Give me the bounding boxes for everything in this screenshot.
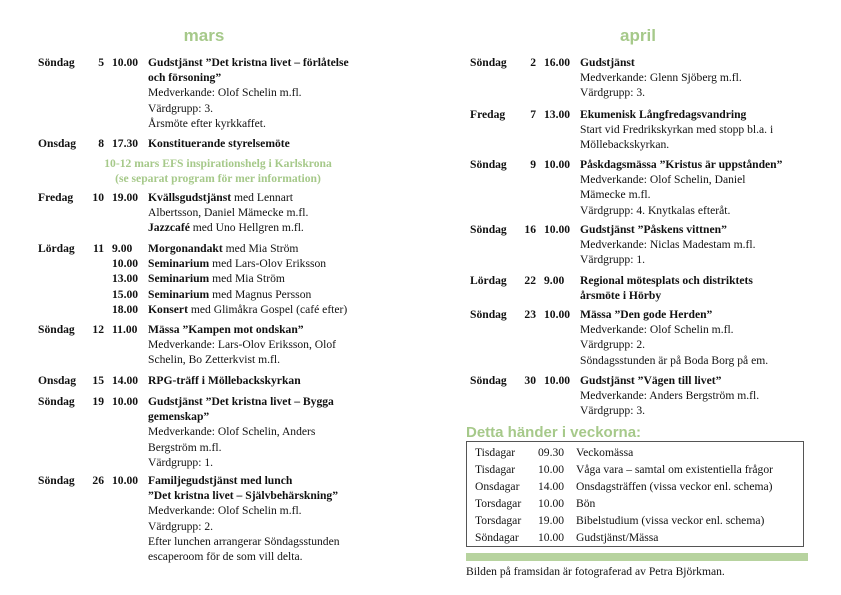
event-line: Medverkande: Olof Schelin m.fl. [580, 323, 734, 337]
event-line: ”Det kristna livet – Självbehärskning” [148, 489, 339, 503]
event-line: Värdgrupp: 1. [148, 455, 214, 469]
event-day: Lördag [470, 274, 507, 287]
event-line: Kvällsgudstjänst med Lennart [148, 191, 293, 204]
event-date: 2 [530, 56, 536, 69]
event-date: 7 [530, 108, 536, 121]
event-line: Konsert med Glimåkra Gospel (café efter) [148, 302, 348, 316]
event-day: Söndag [470, 56, 507, 69]
event-line: Gudstjänst ”Påskens vittnen” [580, 223, 727, 236]
event-description [580, 373, 830, 419]
weekly-day: Onsdagar [475, 480, 520, 493]
event-date: 11 [93, 242, 104, 255]
weekly-activity: Bibelstudium (vissa veckor enl. schema) [576, 514, 765, 527]
event-line: Årsmöte efter kyrkkaffet. [148, 116, 266, 130]
inspiration-weekend-notice [38, 156, 398, 186]
event-line: Värdgrupp: 2. [148, 519, 214, 533]
event-line: escaperoom för de som vill delta. [148, 550, 303, 564]
event-time: 13.00 [544, 108, 571, 121]
event-day: Söndag [38, 395, 75, 408]
event-description [148, 322, 438, 368]
event-time: 10.00 [544, 158, 571, 171]
event-entry [38, 373, 438, 388]
event-entry [470, 222, 830, 268]
event-time: 10.00 [112, 56, 139, 69]
event-entry [38, 241, 438, 317]
weekly-day: Tisdagar [475, 463, 516, 476]
event-line: Mässa ”Den gode Herden” [580, 308, 713, 321]
event-line: Medverkande: Olof Schelin, Daniel [580, 173, 746, 187]
event-line: Medverkande: Glenn Sjöberg m.fl. [580, 71, 742, 85]
event-entry [470, 307, 830, 368]
event-line: Gudstjänst [580, 56, 635, 69]
event-day: Söndag [470, 158, 507, 171]
event-entry [470, 373, 830, 419]
notice-line: (se separat program för mer information) [115, 172, 321, 186]
event-line: Gudstjänst ”Det kristna livet – Bygga [148, 395, 334, 408]
event-entry [470, 273, 830, 303]
event-date: 5 [98, 56, 104, 69]
event-line: Gudstjänst ”Det kristna livet – förlåtelse [148, 56, 349, 69]
weekly-day: Torsdagar [475, 514, 522, 527]
event-date: 26 [92, 474, 104, 487]
weekly-day: Tisdagar [475, 446, 516, 459]
event-line: Schelin, Bo Zetterkvist m.fl. [148, 353, 281, 367]
event-day: Söndag [470, 223, 507, 236]
event-date: 30 [524, 374, 536, 387]
event-date: 16 [524, 223, 536, 236]
event-line: Bergström m.fl. [148, 440, 222, 454]
event-line: Seminarium med Mia Ström [148, 272, 285, 286]
event-time: 9.00 [544, 274, 565, 287]
event-day: Söndag [38, 474, 75, 487]
event-description [580, 107, 830, 153]
event-time: 15.00 [112, 287, 139, 301]
event-entry [470, 55, 830, 101]
event-entry [470, 157, 830, 218]
event-description [148, 394, 438, 470]
event-line: Medverkande: Lars-Olov Eriksson, Olof [148, 338, 337, 352]
photo-credit: Bilden på framsidan är fotograferad av Petra Björkman. [466, 565, 725, 578]
event-description [580, 157, 830, 218]
event-time: 10.00 [112, 257, 139, 271]
event-date: 12 [92, 323, 104, 336]
weekly-time: 19.00 [538, 514, 565, 527]
event-description [148, 55, 438, 131]
weekly-time: 09.30 [538, 446, 565, 459]
event-day: Onsdag [38, 137, 77, 150]
event-line: Medverkande: Olof Schelin m.fl. [148, 504, 302, 518]
event-date: 8 [98, 137, 104, 150]
event-entry [38, 190, 438, 236]
weekly-activity: Våga vara – samtal om existentiella frågor [576, 463, 774, 476]
event-time: 10.00 [544, 374, 571, 387]
event-line: RPG-träff i Möllebackskyrkan [148, 374, 301, 387]
event-line: Start vid Fredrikskyrkan med stopp bl.a. i [580, 123, 774, 137]
event-entry [38, 322, 438, 368]
divider-bar [466, 553, 808, 561]
event-day: Lördag [38, 242, 75, 255]
event-time: 13.00 [112, 272, 139, 286]
weekly-activity: Onsdagsträffen (vissa veckor enl. schema) [576, 480, 773, 493]
event-line: Familjegudstjänst med lunch [148, 474, 293, 487]
event-line: Seminarium med Magnus Persson [148, 287, 312, 301]
event-line: Värdgrupp: 1. [580, 253, 646, 267]
event-line: och försoning” [148, 71, 222, 85]
event-line: Gudstjänst ”Vägen till livet” [580, 374, 722, 387]
event-line: Efter lunchen arrangerar Söndagsstunden [148, 534, 340, 548]
event-time: 18.00 [112, 302, 139, 316]
event-description [580, 307, 830, 368]
weekly-activity: Veckomässa [576, 446, 634, 459]
weekly-time: 10.00 [538, 531, 565, 544]
event-line: Värdgrupp: 3. [580, 404, 646, 418]
event-time: 10.00 [544, 223, 571, 236]
event-description [580, 273, 830, 303]
event-line: Medverkande: Niclas Madestam m.fl. [580, 238, 756, 252]
event-date: 23 [524, 308, 536, 321]
weekly-activity: Bön [576, 497, 596, 510]
event-line: Söndagsstunden är på Boda Borg på em. [580, 353, 769, 367]
weekly-time: 10.00 [538, 497, 565, 510]
weekly-activity: Gudstjänst/Mässa [576, 531, 659, 544]
event-entry [38, 55, 438, 131]
month-heading-march: mars [183, 26, 225, 45]
event-entry [38, 136, 438, 151]
event-entry [470, 107, 830, 153]
sub-event [38, 302, 438, 317]
event-line: Seminarium med Lars-Olov Eriksson [148, 257, 327, 271]
month-heading-april: april [620, 26, 656, 45]
event-date: 15 [92, 374, 104, 387]
event-day: Söndag [38, 323, 75, 336]
event-line: gemenskap” [148, 410, 210, 424]
event-time: 16.00 [544, 56, 571, 69]
event-description [148, 241, 438, 256]
event-time: 9.00 [112, 242, 133, 255]
event-line: Mämecke m.fl. [580, 188, 651, 202]
event-description [148, 373, 438, 388]
event-line: Konstituerande styrelsemöte [148, 137, 290, 150]
event-line: Albertsson, Daniel Mämecke m.fl. [148, 206, 309, 220]
event-day: Fredag [470, 108, 506, 121]
sub-event [38, 256, 438, 271]
event-description [148, 136, 438, 151]
weekly-activities-box [466, 441, 804, 547]
event-line: Morgonandakt med Mia Ström [148, 242, 299, 255]
event-description [580, 55, 830, 101]
event-description [148, 190, 438, 236]
event-day: Onsdag [38, 374, 77, 387]
event-time: 10.00 [112, 474, 139, 487]
event-date: 22 [524, 274, 536, 287]
event-line: Värdgrupp: 3. [148, 101, 214, 115]
event-line: Ekumenisk Långfredagsvandring [580, 108, 747, 121]
event-line: Jazzcafé med Uno Hellgren m.fl. [148, 221, 304, 235]
event-date: 19 [92, 395, 104, 408]
event-date: 10 [92, 191, 104, 204]
event-line: årsmöte i Hörby [580, 289, 662, 303]
event-line: Värdgrupp: 4. Knytkalas efteråt. [580, 203, 731, 217]
weekly-day: Torsdagar [475, 497, 522, 510]
weekly-heading: Detta händer i veckorna: [466, 424, 642, 441]
weekly-time: 14.00 [538, 480, 565, 493]
event-day: Fredag [38, 191, 74, 204]
event-line: Värdgrupp: 3. [580, 86, 646, 100]
event-entry [38, 394, 438, 470]
event-line: Mässa ”Kampen mot ondskan” [148, 323, 304, 336]
event-line: Värdgrupp: 2. [580, 338, 646, 352]
weekly-day: Söndagar [475, 531, 519, 544]
event-line: Medverkande: Anders Bergström m.fl. [580, 389, 760, 403]
event-line: Regional mötesplats och distriktets [580, 274, 753, 287]
event-date: 9 [530, 158, 536, 171]
event-time: 10.00 [544, 308, 571, 321]
event-time: 17.30 [112, 137, 139, 150]
event-time: 14.00 [112, 374, 139, 387]
event-day: Söndag [470, 374, 507, 387]
event-day: Söndag [38, 56, 75, 69]
event-line: Möllebackskyrkan. [580, 138, 670, 152]
event-entry [38, 473, 438, 564]
event-day: Söndag [470, 308, 507, 321]
weekly-time: 10.00 [538, 463, 565, 476]
event-line: Medverkande: Olof Schelin, Anders [148, 425, 316, 439]
event-line: Påskdagsmässa ”Kristus är uppstånden” [580, 158, 783, 171]
event-line: Medverkande: Olof Schelin m.fl. [148, 86, 302, 100]
event-time: 19.00 [112, 191, 139, 204]
sub-event [38, 287, 438, 302]
event-description [148, 473, 438, 564]
event-time: 11.00 [112, 323, 138, 336]
notice-line: 10-12 mars EFS inspirationshelg i Karlskrona [104, 157, 332, 170]
event-time: 10.00 [112, 395, 139, 408]
event-description [580, 222, 830, 268]
sub-event [38, 271, 438, 286]
